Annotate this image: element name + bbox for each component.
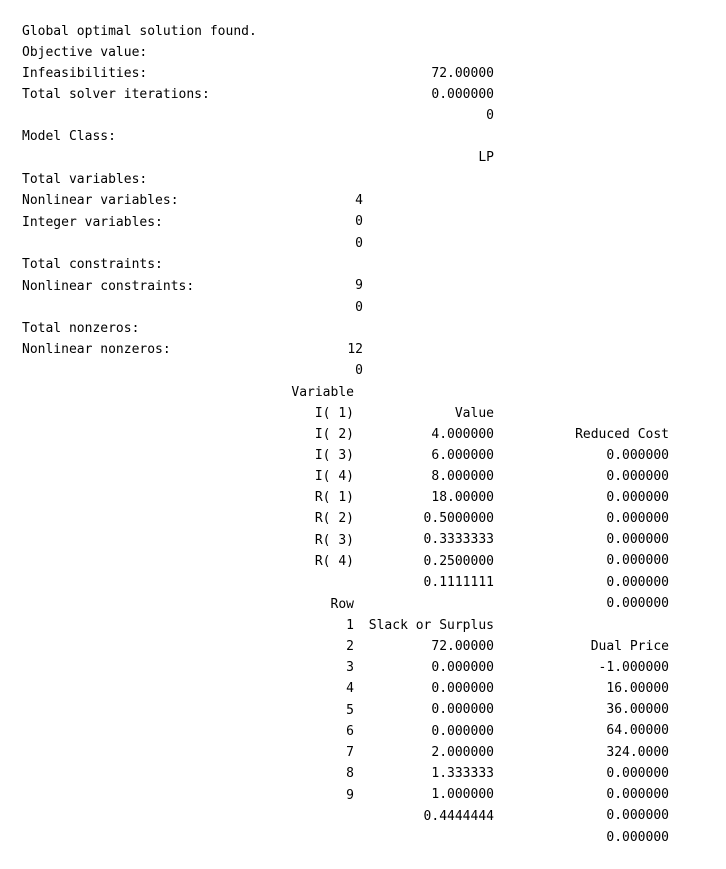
variable-reduced-cost: 0.000000	[606, 469, 669, 484]
row-dual-price: 0.000000	[606, 830, 669, 845]
variable-reduced-cost: 0.000000	[606, 511, 669, 526]
column-header-variable: Variable	[291, 385, 354, 400]
column-header-slack-or-surplus: Slack or Surplus	[368, 618, 494, 633]
variable-name: I( 2)	[314, 427, 354, 442]
iterations-value: 0	[486, 108, 494, 123]
column-header-value: Value	[454, 406, 494, 421]
row-number: 2	[346, 639, 354, 654]
variable-name: R( 2)	[314, 511, 354, 526]
solution-status: Global optimal solution found.	[22, 24, 257, 39]
row-dual-price: 0.000000	[606, 808, 669, 823]
infeasibilities-label: Infeasibilities:	[22, 66, 148, 81]
model-class-label: Model Class:	[22, 129, 116, 144]
objective-value: 72.00000	[431, 66, 494, 81]
variable-reduced-cost: 0.000000	[606, 490, 669, 505]
variable-reduced-cost: 0.000000	[606, 448, 669, 463]
row-dual-price: 36.00000	[606, 702, 669, 717]
variable-name: R( 4)	[314, 554, 354, 569]
column-header-dual-price: Dual Price	[590, 639, 669, 654]
nonlinear-constraints-line	[0, 255, 726, 315]
row-slack: 0.000000	[431, 660, 494, 675]
row-slack: 72.00000	[431, 639, 494, 654]
variable-reduced-cost: 0.000000	[606, 532, 669, 547]
model-class-value: LP	[478, 150, 494, 165]
nonlinear-nonzeros-label: Nonlinear nonzeros:	[22, 342, 171, 357]
column-header-row: Row	[330, 597, 354, 612]
row-number: 4	[346, 681, 354, 696]
variable-value: 0.1111111	[423, 575, 494, 590]
integer-variables-value: 0	[355, 236, 363, 251]
variable-value: 4.000000	[431, 427, 494, 442]
row-number: 8	[346, 766, 354, 781]
row-dual-price: 324.0000	[606, 745, 669, 760]
variable-value: 0.3333333	[423, 532, 494, 547]
total-variables-label: Total variables:	[22, 172, 148, 187]
row-slack: 0.000000	[431, 702, 494, 717]
infeasibilities-value: 0.000000	[431, 87, 494, 102]
nonlinear-variables-label: Nonlinear variables:	[22, 193, 179, 208]
row-dual-price: 0.000000	[606, 766, 669, 781]
total-nonzeros-value: 12	[347, 342, 363, 357]
total-constraints-value: 9	[355, 278, 363, 293]
row-dual-price: 64.00000	[606, 723, 669, 738]
variable-reduced-cost: 0.000000	[606, 596, 669, 611]
column-header-reduced-cost: Reduced Cost	[575, 427, 669, 442]
nonlinear-variables-value: 0	[355, 214, 363, 229]
row-number: 9	[346, 788, 354, 803]
variable-value: 6.000000	[431, 448, 494, 463]
row-slack: 1.000000	[431, 787, 494, 802]
variable-name: R( 1)	[314, 490, 354, 505]
row-number: 7	[346, 745, 354, 760]
integer-variables-label: Integer variables:	[22, 215, 163, 230]
row-slack: 0.000000	[431, 681, 494, 696]
total-constraints-label: Total constraints:	[22, 257, 163, 272]
nonlinear-nonzeros-value: 0	[355, 363, 363, 378]
row-slack: 2.000000	[431, 745, 494, 760]
variable-reduced-cost: 0.000000	[606, 553, 669, 568]
row-slack: 0.4444444	[423, 809, 494, 824]
row-slack: 1.333333	[431, 766, 494, 781]
variable-value: 0.5000000	[423, 511, 494, 526]
variable-value: 8.000000	[431, 469, 494, 484]
row-number: 6	[346, 724, 354, 739]
objective-label: Objective value:	[22, 45, 148, 60]
row-number: 5	[346, 703, 354, 718]
row-dual-price: 0.000000	[606, 787, 669, 802]
variable-name: R( 3)	[314, 533, 354, 548]
row-number: 3	[346, 660, 354, 675]
variable-name: I( 3)	[314, 448, 354, 463]
nonlinear-constraints-value: 0	[355, 300, 363, 315]
total-nonzeros-label: Total nonzeros:	[22, 321, 140, 336]
variable-name: I( 4)	[314, 469, 354, 484]
status-line	[0, 0, 257, 39]
variable-value: 18.00000	[431, 490, 494, 505]
row-dual-price: 16.00000	[606, 681, 669, 696]
iterations-label: Total solver iterations:	[22, 87, 210, 102]
nonlinear-constraints-label: Nonlinear constraints:	[22, 279, 195, 294]
row-number: 1	[346, 618, 354, 633]
row-slack: 0.000000	[431, 724, 494, 739]
integer-variables-line	[0, 191, 726, 251]
model-class-line	[0, 105, 726, 165]
variable-name: I( 1)	[314, 406, 354, 421]
variable-reduced-cost: 0.000000	[606, 575, 669, 590]
row-dual-price: -1.000000	[598, 660, 669, 675]
total-variables-value: 4	[355, 193, 363, 208]
variable-value: 0.2500000	[423, 554, 494, 569]
